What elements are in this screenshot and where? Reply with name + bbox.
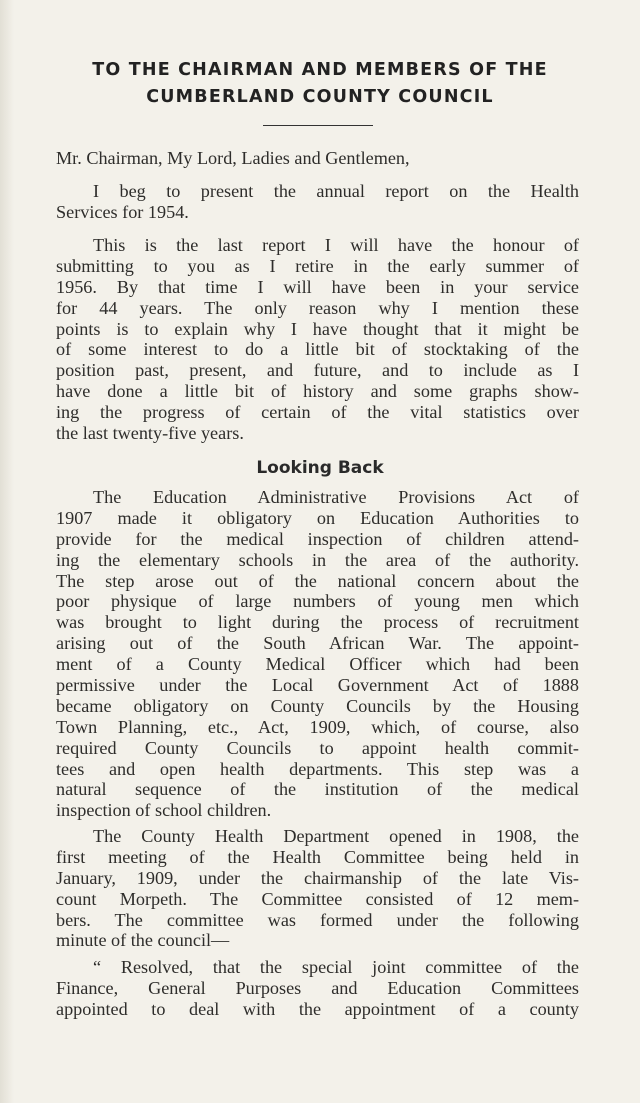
text-line: arising out of the South African War. The appoint-	[56, 633, 579, 654]
text-line: tees and open health departments. This step was a	[56, 758, 579, 779]
page-edge-shadow	[0, 0, 14, 1103]
text-line: The County Health Department opened in 1908, the	[93, 826, 579, 846]
text-line: required County Councils to appoint health commit-	[56, 737, 579, 758]
text-line: of some interest to do a little bit of stocktaking of the	[56, 339, 579, 360]
text-line: Town Planning, etc., Act, 1909, which, of course, also	[56, 716, 579, 737]
paragraph-1	[56, 181, 579, 223]
text-line: The Education Administrative Provisions Act of	[93, 487, 579, 507]
text-line: the last twenty-five years.	[56, 423, 244, 444]
paragraph-3	[56, 487, 579, 821]
text-line: for 44 years. The only reason why I mention these	[56, 297, 579, 318]
text-line: The step arose out of the national concern about the	[56, 570, 579, 591]
text-line: ment of a County Medical Officer which had been	[56, 654, 579, 675]
text-line: I beg to present the annual report on the Health	[93, 181, 579, 201]
title-line-2: CUMBERLAND COUNTY COUNCIL	[146, 87, 494, 107]
text-line: became obligatory on County Councils by the Housing	[56, 695, 579, 716]
title-divider	[263, 125, 373, 126]
text-line: “ Resolved, that the special joint committee of the	[93, 957, 579, 977]
text-line: position past, present, and future, and to include as I	[56, 360, 579, 381]
text-line: bers. The committee was formed under the following	[56, 909, 579, 930]
text-line: permissive under the Local Government Act of 1888	[56, 675, 579, 696]
text-line: This is the last report I will have the honour of	[93, 235, 579, 255]
text-line: have done a little bit of history and some graphs show-	[56, 381, 579, 402]
text-line: Services for 1954.	[56, 201, 189, 222]
paragraph-2	[56, 235, 579, 444]
salutation-block	[56, 148, 579, 169]
section-heading: Looking Back	[256, 458, 384, 478]
text-line: Finance, General Purposes and Education Committees	[56, 977, 579, 998]
text-line: 1907 made it obligatory on Education Authorities to	[56, 507, 579, 528]
text-line: inspection of school children.	[56, 800, 272, 821]
text-line: provide for the medical inspection of children attend-	[56, 528, 579, 549]
paragraph-4	[56, 826, 579, 951]
text-line: minute of the council—	[56, 930, 230, 951]
text-line: natural sequence of the institution of the medical	[56, 779, 579, 800]
text-line: submitting to you as I retire in the early summer of	[56, 255, 579, 276]
text-line: first meeting of the Health Committee being held in	[56, 846, 579, 867]
text-line: points is to explain why I have thought that it might be	[56, 318, 579, 339]
text-line: January, 1909, under the chairmanship of the late Vis-	[56, 867, 579, 888]
paragraph-5	[56, 957, 579, 1020]
salutation: Mr. Chairman, My Lord, Ladies and Gentlemen,	[56, 148, 410, 168]
text-line: ing the elementary schools in the area of the authority.	[56, 549, 579, 570]
title-line-1: TO THE CHAIRMAN AND MEMBERS OF THE	[92, 60, 548, 80]
text-line: was brought to light during the process of recruitment	[56, 612, 579, 633]
text-line: appointed to deal with the appointment of a county	[56, 998, 579, 1019]
text-line: 1956. By that time I will have been in your service	[56, 276, 579, 297]
text-line: count Morpeth. The Committee consisted of 12 mem-	[56, 888, 579, 909]
text-line: poor physique of large numbers of young men which	[56, 591, 579, 612]
text-line: ing the progress of certain of the vital statistics over	[56, 402, 579, 423]
